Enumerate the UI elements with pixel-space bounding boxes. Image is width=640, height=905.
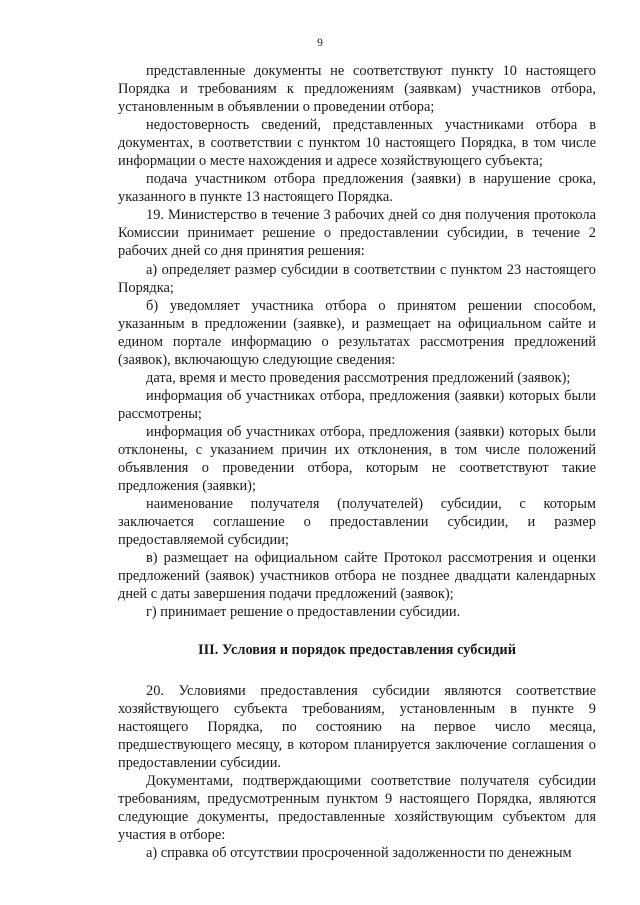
paragraph: б) уведомляет участника отбора о принятом решении способом, указанным в предложении (заявке), и размещает на официальном сайте и едином портале информацию о результатах рассмотрения предложений (заявок), включающую следующие сведения: [118,297,596,368]
paragraph: дата, время и место проведения рассмотрения предложений (заявок); [146,369,571,386]
paragraph: в) размещает на официальном сайте Протокол рассмотрения и оценки предложений (заявок) участников отбора не позднее двадцати календарных дней с даты завершения подачи предложений (заявок); [118,550,596,603]
paragraph: г) принимает решение о предоставлении субсидии. [146,604,461,621]
paragraph: недостоверность сведений, представленных участниками отбора в документах, в соответствии с пунктом 10 настоящего Порядка, в том числе информации о месте нахождения и адресе хозяйствующего субъекта; [118,117,596,170]
paragraph: а) определяет размер субсидии в соответствии с пунктом 23 настоящего Порядка; [118,261,596,296]
page-number: 9 [317,37,323,49]
document-body [118,62,596,862]
paragraph: представленные документы не соответствуют пункту 10 настоящего Порядка и требованиям к предложениям (заявкам) участников отбора, установленным в объявлении о проведении отбора; [118,63,596,116]
paragraph: Документами, подтверждающими соответствие получателя субсидии требованиям, предусмотренным пунктом 9 настоящего Порядка, являются следующие документы, предоставленные хозяйствующим субъектом для участия в отборе: [118,772,596,843]
paragraph: информация об участниках отбора, предложения (заявки) которых были отклонены, с указанием причин их отклонения, в том числе положений объявления о проведении отбора, которым не соответствуют такие предложения (заявки); [118,423,596,495]
paragraph: а) справка об отсутствии просроченной задолженности по денежным [146,844,572,861]
paragraph: информация об участниках отбора, предложения (заявки) которых были рассмотрены; [118,387,596,422]
paragraph: наименование получателя (получателей) субсидии, с которым заключается соглашение о предоставлении субсидии, и размер предоставляемой субсидии; [118,496,596,549]
section-heading: III. Условия и порядок предоставления субсидий [197,642,517,659]
paragraph: 19. Министерство в течение 3 рабочих дней со дня получения протокола Комиссии принимает решение о предоставлении субсидии, в течение 2 рабочих дней со дня принятия решения: [118,207,596,260]
paragraph: 20. Условиями предоставления субсидии являются соответствие хозяйствующего субъекта требованиям, установленным в пункте 9 настоящего Порядка, по состоянию на первое число месяца, предшествующего месяцу, в котором планируется заключение соглашения о предоставлении субсидии. [118,682,596,771]
paragraph: подача участником отбора предложения (заявки) в нарушение срока, указанного в пункте 13 настоящего Порядка. [118,171,596,206]
